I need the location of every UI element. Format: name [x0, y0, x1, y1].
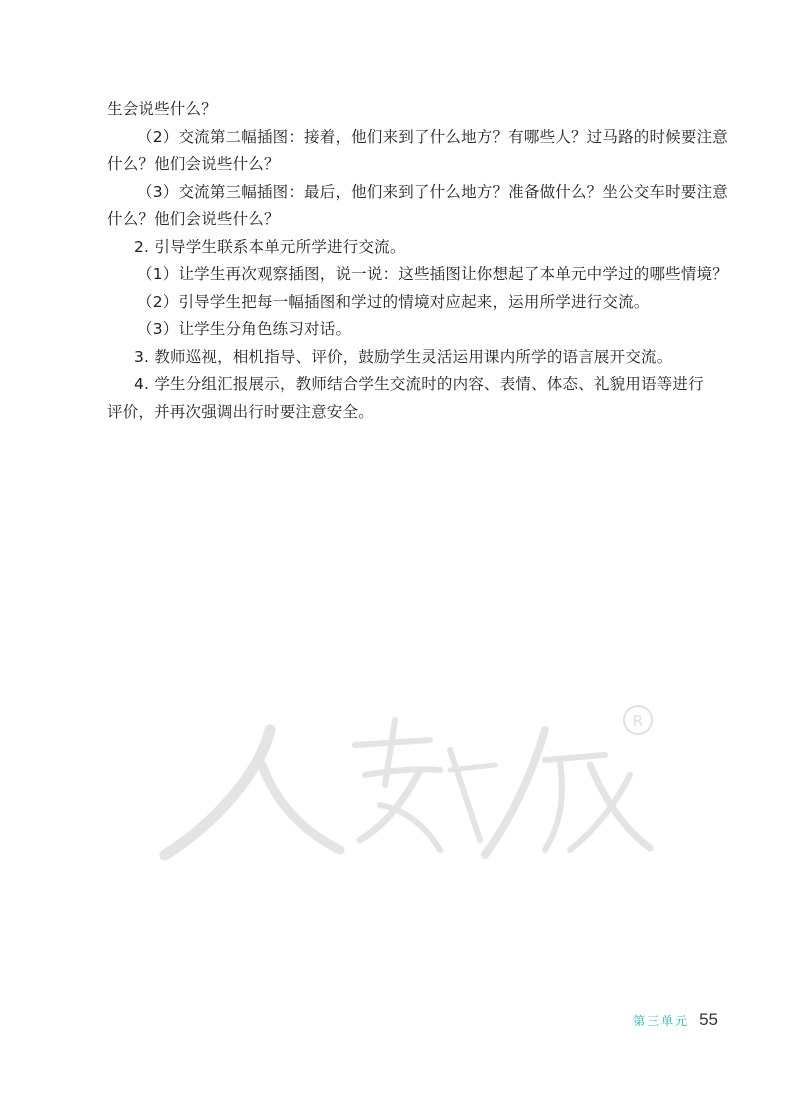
body-text — [107, 96, 728, 426]
text-line: （3）让学生分角色练习对话。 — [137, 320, 352, 338]
text-line: （2）交流第二幅插图：接着，他们来到了什么地方？有哪些人？过马路的时候要注意 — [137, 127, 728, 146]
text-line: （1）让学生再次观察插图，说一说：这些插图让你想起了本单元中学过的哪些情境？ — [137, 265, 728, 283]
text-line: 什么？他们会说些什么？ — [107, 155, 280, 173]
text-line: 生会说些什么？ — [107, 100, 217, 118]
page-footer — [633, 1005, 718, 1035]
text-line: （2）引导学生把每一幅插图和学过的情境对应起来，运用所学进行交流。 — [137, 292, 650, 311]
text-line: 评价，并再次强调出行时要注意安全。 — [107, 402, 374, 421]
text-line: 2. 引导学生联系本单元所学进行交流。 — [134, 237, 406, 256]
svg-text:R: R — [632, 712, 644, 730]
text-line: （3）交流第三幅插图：最后，他们来到了什么地方？准备做什么？坐公交车时要注意 — [137, 182, 728, 201]
text-line: 3. 教师巡视，相机指导、评价，鼓励学生灵活运用课内所学的语言展开交流。 — [134, 347, 673, 366]
unit-label: 第三单元 — [633, 1013, 690, 1028]
page-number: 55 — [699, 1010, 718, 1029]
text-line: 什么？他们会说些什么？ — [107, 210, 280, 228]
publisher-watermark-logo — [150, 690, 670, 870]
text-line: 4. 学生分组汇报展示，教师结合学生交流时的内容、表情、体态、礼貌用语等进行 — [134, 375, 704, 393]
